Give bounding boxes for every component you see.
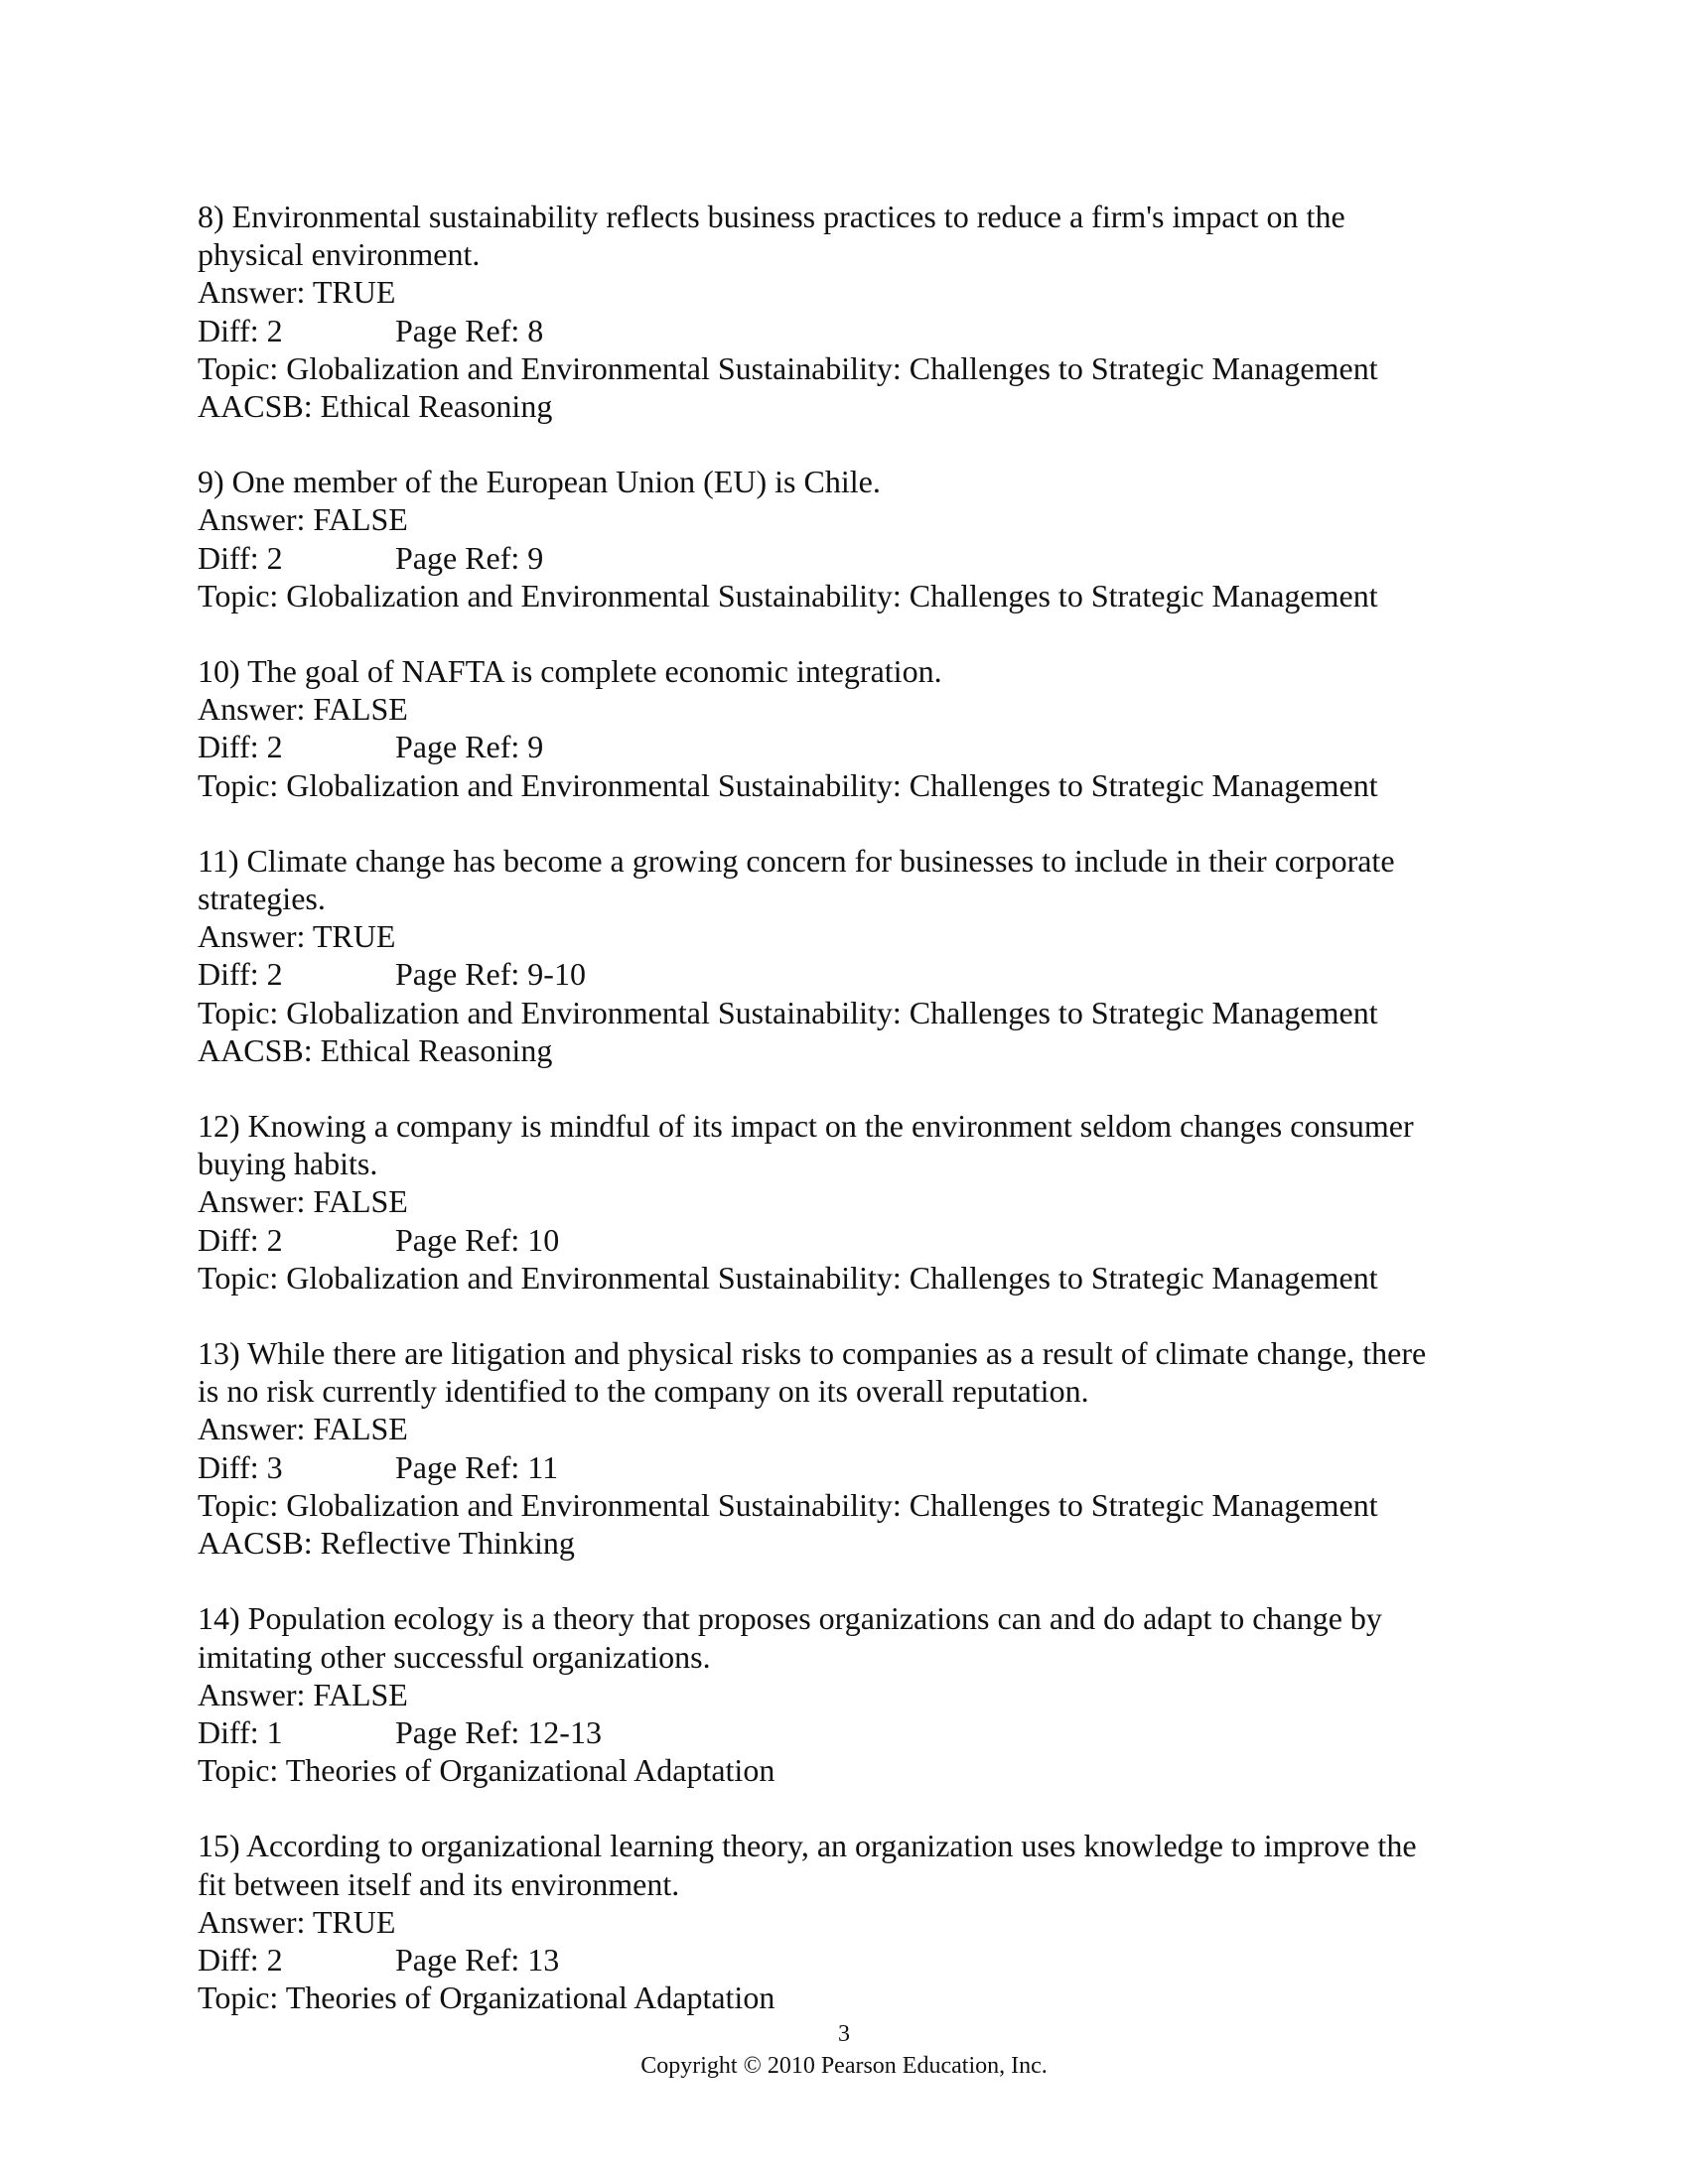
page-number: 3 — [838, 2021, 850, 2047]
page-ref: Page Ref: 10 — [395, 1221, 560, 1258]
answer-line: Answer: FALSE — [198, 1411, 408, 1447]
answer-line: Answer: FALSE — [198, 1676, 408, 1712]
difficulty: Diff: 3 — [198, 1448, 283, 1485]
question-text-line: 8) Environmental sustainability reflects business practices to reduce a firm's impact on the — [198, 199, 1345, 234]
aacsb-line: AACSB: Ethical Reasoning — [198, 388, 553, 425]
question-8 — [198, 198, 1498, 425]
question-10 — [198, 652, 1498, 804]
question-14 — [198, 1599, 1498, 1789]
topic-line: Topic: Globalization and Environmental Sustainability: Challenges to Strategic Management — [198, 1486, 1378, 1523]
difficulty: Diff: 2 — [198, 1941, 283, 1978]
difficulty: Diff: 1 — [198, 1713, 283, 1750]
question-text-line: 11) Climate change has become a growing concern for businesses to include in their corporate — [198, 842, 1395, 879]
topic-line: Topic: Globalization and Environmental Sustainability: Challenges to Strategic Management — [198, 577, 1378, 614]
question-text-line: buying habits. — [198, 1146, 378, 1182]
question-9 — [198, 463, 1498, 614]
page-ref: Page Ref: 11 — [395, 1448, 559, 1485]
question-list — [198, 198, 1498, 2016]
diff-line — [198, 955, 1498, 993]
diff-line — [198, 1941, 1498, 1979]
diff-line — [198, 539, 1498, 577]
page-ref: Page Ref: 12-13 — [395, 1713, 602, 1750]
aacsb-line: AACSB: Ethical Reasoning — [198, 1031, 553, 1068]
question-11 — [198, 842, 1498, 1069]
difficulty: Diff: 2 — [198, 539, 283, 576]
question-text-line: 15) According to organizational learning theory, an organization uses knowledge to improve the — [198, 1828, 1417, 1864]
diff-line — [198, 1713, 1498, 1751]
page-ref: Page Ref: 8 — [395, 312, 544, 348]
question-text-line: 12) Knowing a company is mindful of its impact on the environment seldom changes consumer — [198, 1108, 1414, 1145]
difficulty: Diff: 2 — [198, 1221, 283, 1258]
question-text-line: 10) The goal of NAFTA is complete economic integration. — [198, 653, 942, 690]
aacsb-line: AACSB: Reflective Thinking — [198, 1525, 575, 1562]
page-ref: Page Ref: 9 — [395, 729, 544, 765]
answer-line: Answer: TRUE — [198, 918, 396, 955]
question-13 — [198, 1334, 1498, 1562]
question-text-line: imitating other successful organizations. — [198, 1638, 711, 1675]
question-text-line: 14) Population ecology is a theory that proposes organizations can and do adapt to change by — [198, 1600, 1382, 1637]
question-text-line: fit between itself and its environment. — [198, 1865, 680, 1902]
topic-line: Topic: Globalization and Environmental Sustainability: Challenges to Strategic Management — [198, 1259, 1378, 1296]
diff-line — [198, 1221, 1498, 1259]
diff-line — [198, 728, 1498, 765]
question-text-line: 13) While there are litigation and physical risks to companies as a result of climate change, there — [198, 1335, 1427, 1372]
question-text-line: physical environment. — [198, 236, 481, 273]
difficulty: Diff: 2 — [198, 956, 283, 993]
question-text-line: 9) One member of the European Union (EU) is Chile. — [198, 464, 881, 500]
topic-line: Topic: Theories of Organizational Adaptation — [198, 1752, 775, 1789]
difficulty: Diff: 2 — [198, 729, 283, 765]
answer-line: Answer: FALSE — [198, 691, 408, 728]
page-ref: Page Ref: 13 — [395, 1941, 560, 1978]
answer-line: Answer: TRUE — [198, 1903, 396, 1940]
diff-line — [198, 1448, 1498, 1486]
topic-line: Topic: Theories of Organizational Adaptation — [198, 1979, 775, 2016]
copyright-notice: Copyright © 2010 Pearson Education, Inc. — [640, 2053, 1048, 2079]
answer-line: Answer: FALSE — [198, 1183, 408, 1220]
page-ref: Page Ref: 9 — [395, 539, 544, 576]
page-ref: Page Ref: 9-10 — [395, 956, 586, 993]
diff-line — [198, 312, 1498, 349]
question-text-line: strategies. — [198, 881, 326, 917]
topic-line: Topic: Globalization and Environmental Sustainability: Challenges to Strategic Management — [198, 994, 1378, 1030]
answer-line: Answer: FALSE — [198, 501, 408, 538]
question-15 — [198, 1827, 1498, 2016]
difficulty: Diff: 2 — [198, 312, 283, 348]
answer-line: Answer: TRUE — [198, 274, 396, 311]
question-12 — [198, 1107, 1498, 1297]
topic-line: Topic: Globalization and Environmental Sustainability: Challenges to Strategic Management — [198, 766, 1378, 803]
question-text-line: is no risk currently identified to the company on its overall reputation. — [198, 1373, 1089, 1410]
topic-line: Topic: Globalization and Environmental Sustainability: Challenges to Strategic Management — [198, 349, 1378, 386]
